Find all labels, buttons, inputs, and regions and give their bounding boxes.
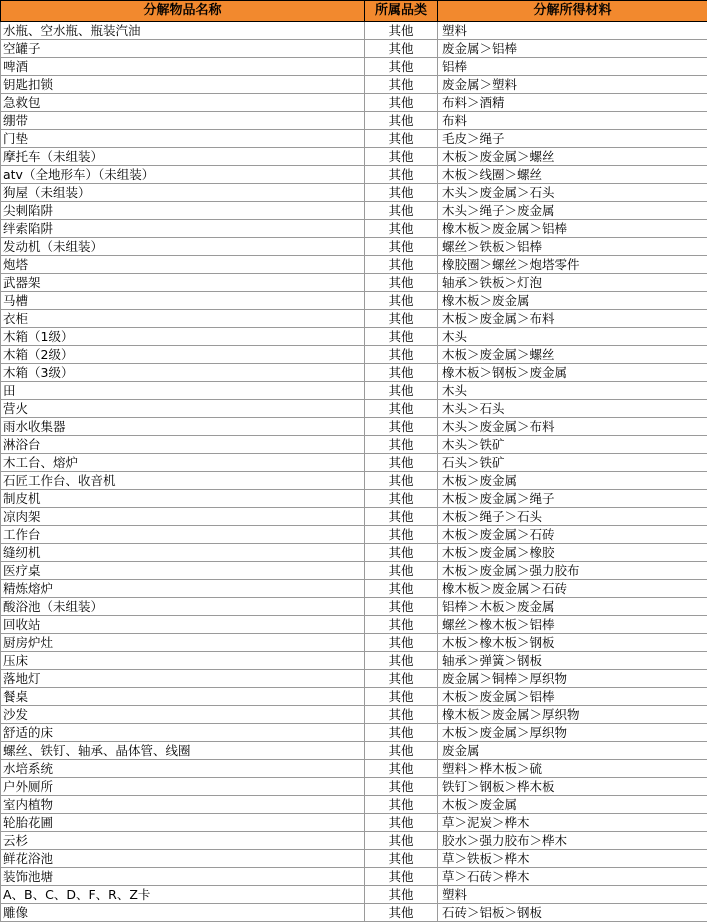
cell-materials[interactable]: 废金属＞铝棒 [438,40,707,58]
cell-category[interactable]: 其他 [365,76,438,94]
cell-materials[interactable]: 橡木板＞废金属＞石砖 [438,580,707,598]
cell-item-name[interactable]: 室内植物 [1,796,365,814]
table-row [1,562,707,580]
cell-category[interactable]: 其他 [365,742,438,760]
cell-item-name[interactable]: 绊索陷阱 [1,220,365,238]
cell-category[interactable]: 其他 [365,400,438,418]
cell-item-name[interactable]: 沙发 [1,706,365,724]
cell-category[interactable]: 其他 [365,796,438,814]
cell-category[interactable]: 其他 [365,472,438,490]
cell-item-name[interactable]: 发动机（未组装） [1,238,365,256]
cell-category[interactable]: 其他 [365,814,438,832]
cell-category[interactable]: 其他 [365,310,438,328]
cell-materials[interactable]: 木头＞废金属＞石头 [438,184,707,202]
cell-category[interactable]: 其他 [365,562,438,580]
cell-materials[interactable]: 铁钉＞钢板＞桦木板 [438,778,707,796]
table-row [1,202,707,220]
cell-materials[interactable]: 废金属 [438,742,707,760]
cell-item-name[interactable]: 螺丝、铁钉、轴承、晶体管、线圈 [1,742,365,760]
cell-category[interactable]: 其他 [365,508,438,526]
cell-materials[interactable]: 木板＞废金属＞橡胶 [438,544,707,562]
cell-materials[interactable]: 轴承＞铁板＞灯泡 [438,274,707,292]
cell-materials[interactable]: 木头＞绳子＞废金属 [438,202,707,220]
cell-materials[interactable]: 毛皮＞绳子 [438,130,707,148]
cell-item-name[interactable]: 马槽 [1,292,365,310]
cell-materials[interactable]: 布料 [438,112,707,130]
cell-category[interactable]: 其他 [365,724,438,742]
cell-category[interactable]: 其他 [365,292,438,310]
cell-category[interactable]: 其他 [365,904,438,922]
cell-item-name[interactable]: 淋浴台 [1,436,365,454]
cell-category[interactable]: 其他 [365,256,438,274]
cell-category[interactable]: 其他 [365,634,438,652]
cell-item-name[interactable]: 厨房炉灶 [1,634,365,652]
cell-category[interactable]: 其他 [365,40,438,58]
table-row [1,454,707,472]
cell-materials[interactable]: 木板＞废金属＞铝棒 [438,688,707,706]
cell-materials[interactable]: 木板＞绳子＞石头 [438,508,707,526]
cell-item-name[interactable]: 缝纫机 [1,544,365,562]
cell-category[interactable]: 其他 [365,166,438,184]
table-body [1,22,707,922]
cell-materials[interactable]: 胶水＞强力胶布＞桦木 [438,832,707,850]
cell-category[interactable]: 其他 [365,418,438,436]
cell-item-name[interactable]: 摩托车（未组装） [1,148,365,166]
cell-item-name[interactable]: 压床 [1,652,365,670]
cell-category[interactable]: 其他 [365,490,438,508]
table-row [1,508,707,526]
table-row [1,382,707,400]
cell-materials[interactable]: 木头 [438,382,707,400]
cell-category[interactable]: 其他 [365,328,438,346]
table-row [1,94,707,112]
cell-category[interactable]: 其他 [365,346,438,364]
table-row [1,22,707,40]
cell-item-name[interactable]: 尖刺陷阱 [1,202,365,220]
cell-category[interactable]: 其他 [365,652,438,670]
cell-materials[interactable]: 草＞泥炭＞桦木 [438,814,707,832]
cell-item-name[interactable]: 田 [1,382,365,400]
cell-category[interactable]: 其他 [365,436,438,454]
cell-item-name[interactable]: 石匠工作台、收音机 [1,472,365,490]
table-row [1,760,707,778]
cell-materials[interactable]: 铝棒 [438,58,707,76]
table-row [1,706,707,724]
cell-category[interactable]: 其他 [365,148,438,166]
cell-materials[interactable]: 木板＞废金属 [438,796,707,814]
table-row [1,796,707,814]
cell-item-name[interactable]: 木工台、熔炉 [1,454,365,472]
cell-item-name[interactable]: 鲜花浴池 [1,850,365,868]
cell-materials[interactable]: 木板＞废金属＞螺丝 [438,148,707,166]
cell-item-name[interactable]: 狗屋（未组装） [1,184,365,202]
table-row [1,418,707,436]
cell-materials[interactable]: 木板＞废金属＞绳子 [438,490,707,508]
cell-materials[interactable]: 橡木板＞废金属 [438,292,707,310]
cell-category[interactable]: 其他 [365,94,438,112]
cell-category[interactable]: 其他 [365,850,438,868]
header-materials[interactable]: 分解所得材料 [438,1,707,22]
cell-item-name[interactable]: 木箱（2级） [1,346,365,364]
cell-category[interactable]: 其他 [365,130,438,148]
cell-category[interactable]: 其他 [365,886,438,904]
cell-item-name[interactable]: 凉肉架 [1,508,365,526]
cell-materials[interactable]: 木头＞石头 [438,400,707,418]
cell-materials[interactable]: 草＞铁板＞桦木 [438,850,707,868]
cell-materials[interactable]: 废金属＞塑料 [438,76,707,94]
cell-item-name[interactable]: 精炼熔炉 [1,580,365,598]
cell-category[interactable]: 其他 [365,112,438,130]
table-row [1,112,707,130]
cell-item-name[interactable]: 空罐子 [1,40,365,58]
cell-materials[interactable]: 橡木板＞废金属＞厚织物 [438,706,707,724]
table-row [1,148,707,166]
cell-item-name[interactable]: 舒适的床 [1,724,365,742]
cell-item-name[interactable]: 工作台 [1,526,365,544]
table-row [1,310,707,328]
cell-item-name[interactable]: 急救包 [1,94,365,112]
cell-item-name[interactable]: 木箱（1级） [1,328,365,346]
cell-item-name[interactable]: atv（全地形车）（未组装） [1,166,365,184]
cell-item-name[interactable]: 门垫 [1,130,365,148]
cell-materials[interactable]: 橡木板＞钢板＞废金属 [438,364,707,382]
table-row [1,490,707,508]
table-row [1,76,707,94]
cell-item-name[interactable]: 衣柜 [1,310,365,328]
header-category[interactable]: 所属品类 [365,1,438,22]
table-row [1,850,707,868]
table-row [1,904,707,922]
table-row [1,166,707,184]
cell-item-name[interactable]: 雕像 [1,904,365,922]
cell-category[interactable]: 其他 [365,580,438,598]
cell-materials[interactable]: 木头＞废金属＞布料 [438,418,707,436]
table-row [1,274,707,292]
cell-category[interactable]: 其他 [365,616,438,634]
cell-item-name[interactable]: 医疗桌 [1,562,365,580]
cell-item-name[interactable]: A、B、C、D、F、R、Z卡 [1,886,365,904]
cell-materials[interactable]: 木板＞线圈＞螺丝 [438,166,707,184]
table-row [1,544,707,562]
table-row [1,526,707,544]
cell-item-name[interactable]: 装饰池塘 [1,868,365,886]
header-item-name[interactable]: 分解物品名称 [1,1,365,22]
table-row [1,346,707,364]
cell-category[interactable]: 其他 [365,526,438,544]
cell-materials[interactable]: 布料＞酒精 [438,94,707,112]
cell-item-name[interactable]: 炮塔 [1,256,365,274]
cell-category[interactable]: 其他 [365,58,438,76]
cell-category[interactable]: 其他 [365,778,438,796]
cell-item-name[interactable]: 户外厕所 [1,778,365,796]
cell-item-name[interactable]: 雨水收集器 [1,418,365,436]
cell-materials[interactable]: 木板＞废金属 [438,472,707,490]
table-row [1,364,707,382]
table-row [1,130,707,148]
table-row [1,814,707,832]
table-row [1,670,707,688]
cell-item-name[interactable]: 武器架 [1,274,365,292]
cell-materials[interactable]: 木板＞废金属＞石砖 [438,526,707,544]
table-row [1,220,707,238]
table-row [1,616,707,634]
cell-materials[interactable]: 塑料 [438,22,707,40]
cell-item-name[interactable]: 啤酒 [1,58,365,76]
cell-category[interactable]: 其他 [365,202,438,220]
cell-materials[interactable]: 废金属＞铜棒＞厚织物 [438,670,707,688]
table-row [1,886,707,904]
cell-materials[interactable]: 橡胶圈＞螺丝＞炮塔零件 [438,256,707,274]
cell-item-name[interactable]: 水培系统 [1,760,365,778]
cell-materials[interactable]: 木头＞铁矿 [438,436,707,454]
cell-materials[interactable]: 螺丝＞橡木板＞铝棒 [438,616,707,634]
table-row [1,598,707,616]
header-row [1,1,707,22]
cell-materials[interactable]: 塑料 [438,886,707,904]
cell-category[interactable]: 其他 [365,832,438,850]
cell-category[interactable]: 其他 [365,382,438,400]
cell-item-name[interactable]: 营火 [1,400,365,418]
table-row [1,724,707,742]
cell-category[interactable]: 其他 [365,220,438,238]
cell-category[interactable]: 其他 [365,688,438,706]
table-row [1,580,707,598]
table-row [1,778,707,796]
table-row [1,472,707,490]
table-row [1,238,707,256]
cell-category[interactable]: 其他 [365,760,438,778]
cell-item-name[interactable]: 绷带 [1,112,365,130]
cell-materials[interactable]: 石砖＞铝板＞钢板 [438,904,707,922]
table-row [1,868,707,886]
table-row [1,634,707,652]
table-row [1,400,707,418]
cell-category[interactable]: 其他 [365,454,438,472]
cell-materials[interactable]: 木板＞废金属＞布料 [438,310,707,328]
cell-item-name[interactable]: 酸浴池（未组装） [1,598,365,616]
cell-materials[interactable]: 塑料＞桦木板＞硫 [438,760,707,778]
cell-item-name[interactable]: 回收站 [1,616,365,634]
cell-category[interactable]: 其他 [365,598,438,616]
cell-category[interactable]: 其他 [365,544,438,562]
cell-materials[interactable]: 木板＞橡木板＞钢板 [438,634,707,652]
table-row [1,184,707,202]
cell-item-name[interactable]: 云杉 [1,832,365,850]
cell-item-name[interactable]: 木箱（3级） [1,364,365,382]
cell-item-name[interactable]: 轮胎花圃 [1,814,365,832]
cell-materials[interactable]: 橡木板＞废金属＞铝棒 [438,220,707,238]
table-row [1,652,707,670]
cell-item-name[interactable]: 水瓶、空水瓶、瓶装汽油 [1,22,365,40]
table-row [1,832,707,850]
table-row [1,742,707,760]
table-row [1,40,707,58]
cell-materials[interactable]: 石头＞铁矿 [438,454,707,472]
cell-materials[interactable]: 木板＞废金属＞强力胶布 [438,562,707,580]
table-row [1,328,707,346]
table-row [1,256,707,274]
cell-materials[interactable]: 草＞石砖＞桦木 [438,868,707,886]
cell-materials[interactable]: 木头 [438,328,707,346]
table-row [1,292,707,310]
cell-materials[interactable]: 铝棒＞木板＞废金属 [438,598,707,616]
cell-item-name[interactable]: 落地灯 [1,670,365,688]
cell-item-name[interactable]: 制皮机 [1,490,365,508]
cell-materials[interactable]: 轴承＞弹簧＞钢板 [438,652,707,670]
cell-category[interactable]: 其他 [365,706,438,724]
cell-item-name[interactable]: 餐桌 [1,688,365,706]
cell-category[interactable]: 其他 [365,22,438,40]
cell-item-name[interactable]: 钥匙扣锁 [1,76,365,94]
table-row [1,436,707,454]
cell-materials[interactable]: 木板＞废金属＞厚织物 [438,724,707,742]
cell-category[interactable]: 其他 [365,184,438,202]
cell-category[interactable]: 其他 [365,868,438,886]
table-row [1,58,707,76]
cell-category[interactable]: 其他 [365,364,438,382]
cell-category[interactable]: 其他 [365,238,438,256]
table-row [1,688,707,706]
cell-materials[interactable]: 木板＞废金属＞螺丝 [438,346,707,364]
cell-category[interactable]: 其他 [365,670,438,688]
cell-materials[interactable]: 螺丝＞铁板＞铝棒 [438,238,707,256]
cell-category[interactable]: 其他 [365,274,438,292]
